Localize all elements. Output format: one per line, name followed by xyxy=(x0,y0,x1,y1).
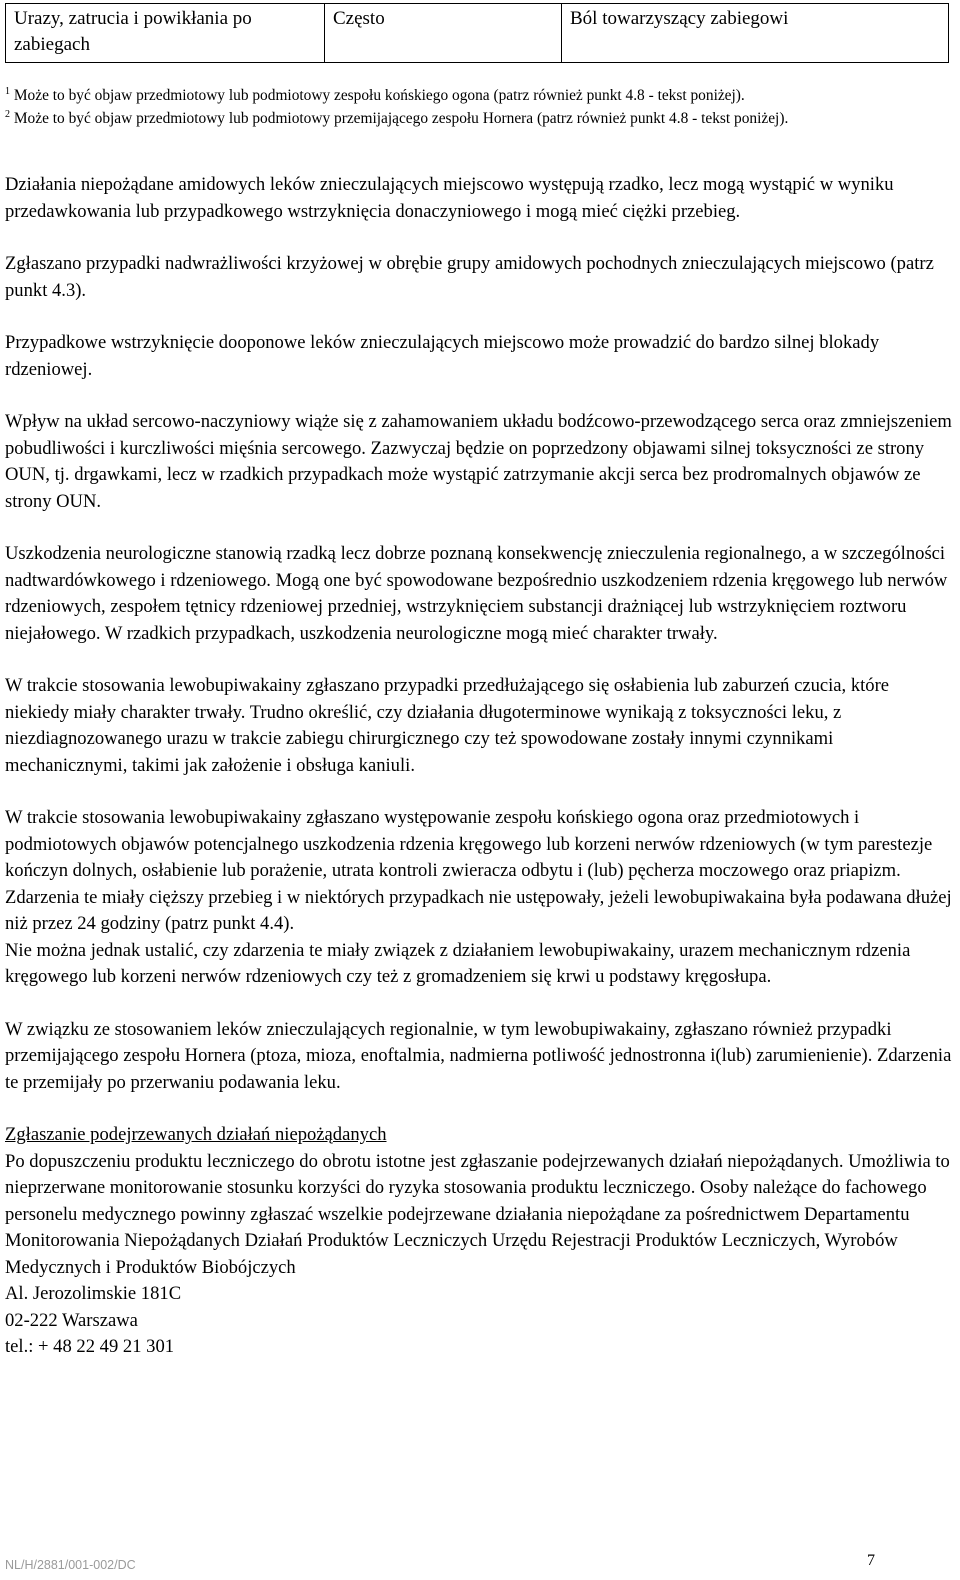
table-cell-category: Urazy, zatrucia i powikłania po zabiegach xyxy=(6,4,325,63)
paragraph-cross-hypersensitivity: Zgłaszano przypadki nadwrażliwości krzyżowej w obrębie grupy amidowych pochodnych znieczulających miejscowo (patrz punkt 4.3). xyxy=(5,253,934,301)
phone-number: tel.: + 48 22 49 21 301 xyxy=(5,1336,175,1357)
footnote-text: Może to być objaw przedmiotowy lub podmiotowy przemijającego zespołu Hornera (patrz również punkt 4.8 - tekst poniżej). xyxy=(13,110,789,127)
table-cell-event: Ból towarzyszący zabiegowi xyxy=(562,4,949,63)
footnote-mark: 1 xyxy=(5,86,10,97)
adverse-events-table xyxy=(5,3,949,63)
page-footer xyxy=(5,1552,955,1574)
table-row xyxy=(6,4,949,63)
footnote-mark: 2 xyxy=(5,109,10,120)
footnote-text: Może to być objaw przedmiotowy lub podmiotowy zespołu końskiego ogona (patrz również punkt 4.8 - tekst poniżej). xyxy=(13,87,745,104)
footnote-2 xyxy=(5,107,945,130)
paragraph-cauda-equina: W trakcie stosowania lewobupiwakainy zgłaszano występowanie zespołu końskiego ogona oraz przedmiotowych i podmiotowych objawów potencjalnego uszkodzenia rdzenia kręgowego lub korzeni nerwów rdzeniowych (w tym parestezje kończyn dolnych, osłabienie lub porażenie, utrata kontroli zwieracza odbytu i (lub) pęcherza moczowego oraz priapizm. Zdarzenia te miały cięższy przebieg i w niektórych przypadkach nie ustępowały, jeżeli lewobupiwakaina była podawana dłużej niż przez 24 godziny (patrz punkt 4.4). xyxy=(5,807,952,934)
footnotes xyxy=(5,84,945,130)
paragraph-prolonged-weakness: W trakcie stosowania lewobupiwakainy zgłaszano przypadki przedłużającego się osłabienia lub zaburzeń czucia, które niekiedy miały charakter trwały. Trudno określić, czy działania długoterminowe wynikają z toksyczności leku, z niezdiagnozowanego urazu w trakcie zabiegu chirurgicznego czy też spowodowane zostały innymi czynnikami mechanicznymi, takimi jak założenie i obsługa kaniuli. xyxy=(5,675,890,776)
document-code: NL/H/2881/001-002/DC xyxy=(5,1558,136,1572)
paragraph-neurological-damage: Uszkodzenia neurologiczne stanowią rzadką lecz dobrze poznaną konsekwencję znieczulenia regionalnego, a w szczególności nadtwardówkowego i rdzeniowego. Mogą one być spowodowane bezpośrednio uszkodzeniem rdzenia kręgowego lub nerwów rdzeniowych, zespołem tętnicy rdzeniowej przedniej, wstrzyknięciem substancji drażniącej lub wstrzyknięciem roztworu niejałowego. W rzadkich przypadkach, uszkodzenia neurologiczne mogą mieć charakter trwały. xyxy=(5,543,948,644)
paragraph-causality: Nie można jednak ustalić, czy zdarzenia te miały związek z działaniem lewobupiwakainy, urazem mechanicznym rdzenia kręgowego lub korzeni nerwów rdzeniowych czy też z gromadzeniem się krwi u podstawy kręgosłupa. xyxy=(5,939,911,987)
reporting-heading: Zgłaszanie podejrzewanych działań niepożądanych xyxy=(5,1124,387,1145)
paragraph-cardiovascular: Wpływ na układ sercowo-naczyniowy wiąże się z zahamowaniem układu bodźcowo-przewodzącego serca oraz zmniejszeniem pobudliwości i kurczliwości mięśnia sercowego. Zazwyczaj będzie on poprzedzony objawami silnej toksyczności ze strony OUN, tj. drgawkami, lecz w rzadkich przypadkach może wystąpić zatrzymanie akcji serca bez prodromalnych objawów ze strony OUN. xyxy=(5,411,952,512)
address-street: Al. Jerozolimskie 181C xyxy=(5,1283,182,1304)
reporting-text: Po dopuszczeniu produktu leczniczego do obrotu istotne jest zgłaszanie podejrzewanych działań niepożądanych. Umożliwia to nieprzerwane monitorowanie stosunku korzyści do ryzyka stosowania produktu leczniczego. Osoby należące do fachowego personelu medycznego powinny zgłaszać wszelkie podejrzewane działania niepożądane za pośrednictwem Departamentu Monitorowania Niepożądanych Działań Produktów Leczniczych Urzędu Rejestracji Produktów Leczniczych, Wyrobów Medycznych i Produktów Biobójczych xyxy=(5,1150,950,1278)
page-number: 7 xyxy=(867,1552,875,1569)
footnote-1 xyxy=(5,84,945,107)
paragraph-intrathecal-injection: Przypadkowe wstrzyknięcie dooponowe leków znieczulających miejscowo może prowadzić do bardzo silnej blokady rdzeniowej. xyxy=(5,332,880,380)
reporting-section xyxy=(5,1122,955,1361)
paragraph-amide-adverse-effects: Działania niepożądane amidowych leków znieczulających miejscowo występują rzadko, lecz mogą wystąpić w wyniku przedawkowania lub przypadkowego wstrzyknięcia donaczyniowego i mogą mieć ciężki przebieg. xyxy=(5,174,894,222)
address-city: 02-222 Warszawa xyxy=(5,1309,138,1331)
document-body xyxy=(5,172,955,1361)
table-cell-frequency: Często xyxy=(325,4,562,63)
paragraph-horner-syndrome: W związku ze stosowaniem leków znieczulających regionalnie, w tym lewobupiwakainy, zgłaszano również przypadki przemijającego zespołu Hornera (ptoza, mioza, enoftalmia, nadmierna potliwość jednostronna i(lub) zarumienienie). Zdarzenia te przemijały po przerwaniu podawania leku. xyxy=(5,1018,952,1093)
